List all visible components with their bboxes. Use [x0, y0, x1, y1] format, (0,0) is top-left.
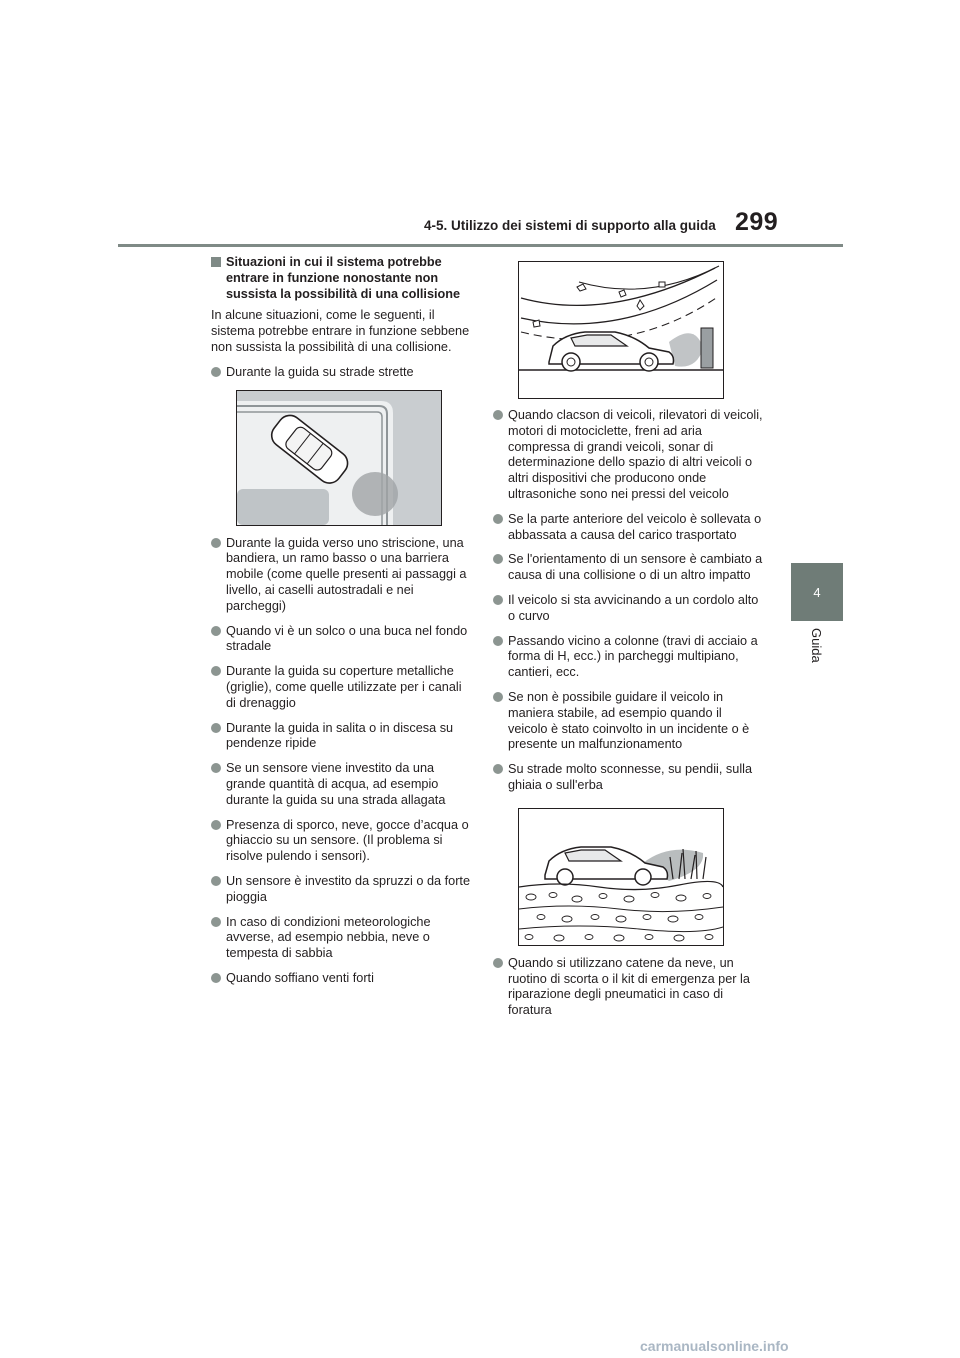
section-heading: Situazioni in cui il sistema potrebbe entrare in funzione nonostante non sussista la possibilità di una collisione — [211, 255, 473, 302]
list-item: Il veicolo si sta avvicinando a un cordolo alto o curvo — [493, 593, 763, 625]
bullet-dot-icon — [211, 820, 221, 830]
bullet-dot-icon — [211, 763, 221, 773]
left-bullet-list — [211, 536, 473, 987]
section-title: 4-5. Utilizzo dei sistemi di supporto alla guida — [424, 218, 716, 233]
chapter-number: 4 — [813, 585, 821, 600]
bullet-dot-icon — [493, 636, 503, 646]
bullet-dot-icon — [211, 876, 221, 886]
list-item: Su strade molto sconnesse, su pendii, sulla ghiaia o sull'erba — [493, 762, 763, 794]
list-item: Passando vicino a colonne (travi di acciaio a forma di H, ecc.) in parcheggi multipiano, cantieri, ecc. — [493, 634, 763, 681]
list-item: Se non è possibile guidare il veicolo in maniera stabile, ad esempio quando il veicolo è stato coinvolto in un incidente o è presente un malfunzionamento — [493, 690, 763, 753]
rough-terrain-drawing — [519, 809, 723, 945]
list-item: Quando clacson di veicoli, rilevatori di veicoli, motori di motociclette, freni ad aria compressa di grandi veicoli, sonar di determinazione dello spazio di altri veicoli o altri dispositivi che producono onde ultrasoniche sono nei pressi del veicolo — [493, 408, 763, 503]
right-bullet-list — [493, 408, 763, 794]
list-item: Se l'orientamento di un sensore è cambiato a causa di una collisione o di un altro impatto — [493, 552, 763, 584]
page-number: 299 — [735, 208, 779, 236]
bullet-dot-icon — [493, 410, 503, 420]
list-item: Durante la guida in salita o in discesa su pendenze ripide — [211, 721, 473, 753]
list-item: Se un sensore viene investito da una grande quantità di acqua, ad esempio durante la guida su una strada allagata — [211, 761, 473, 808]
chapter-tab[interactable] — [791, 563, 843, 621]
bullet-dot-icon — [211, 367, 221, 377]
bullet-dot-icon — [493, 764, 503, 774]
list-item: Quando si utilizzano catene da neve, un ruotino di scorta o il kit di emergenza per la riparazione degli pneumatici in caso di foratura — [493, 956, 763, 1019]
strong-wind-illustration — [518, 261, 724, 399]
bullet-dot-icon — [493, 554, 503, 564]
narrow-road-illustration — [236, 390, 442, 526]
bullet-dot-icon — [211, 538, 221, 548]
bullet-dot-icon — [493, 958, 503, 968]
bullet-dot-icon — [493, 692, 503, 702]
list-item: Presenza di sporco, neve, gocce d’acqua o ghiaccio su un sensore. (Il problema si risolve pulendo i sensori). — [211, 818, 473, 865]
left-column — [211, 255, 473, 996]
narrow-road-drawing — [237, 391, 441, 525]
strong-wind-drawing — [519, 262, 723, 398]
bullet-dot-icon — [493, 514, 503, 524]
chapter-label: Guida — [809, 628, 824, 663]
square-bullet-icon — [211, 257, 221, 267]
header-divider — [118, 244, 843, 247]
rough-terrain-illustration — [518, 808, 724, 946]
list-item: Se la parte anteriore del veicolo è sollevata o abbassata a causa del carico trasportato — [493, 512, 763, 544]
list-item: In caso di condizioni meteorologiche avverse, ad esempio nebbia, neve o tempesta di sabbia — [211, 915, 473, 962]
list-item: Durante la guida su strade strette — [211, 365, 473, 381]
bullet-dot-icon — [493, 595, 503, 605]
right-column — [493, 261, 763, 1028]
bullet-dot-icon — [211, 626, 221, 636]
list-item: Durante la guida su coperture metalliche (griglie), come quelle utilizzate per i canali di drenaggio — [211, 664, 473, 711]
bullet-dot-icon — [211, 917, 221, 927]
footer-watermark: carmanualsonline.info — [640, 1338, 789, 1354]
list-item: Quando vi è un solco o una buca nel fondo stradale — [211, 624, 473, 656]
intro-paragraph: In alcune situazioni, come le seguenti, il sistema potrebbe entrare in funzione sebbene non sussista la possibilità di una collisione. — [211, 308, 470, 354]
bullet-dot-icon — [211, 973, 221, 983]
list-item: Durante la guida verso uno striscione, una bandiera, un ramo basso o una barriera mobile (come quelle presenti ai passaggi a livello, ai caselli autostradali e nei parcheggi) — [211, 536, 473, 615]
bullet-dot-icon — [211, 723, 221, 733]
bullet-dot-icon — [211, 666, 221, 676]
list-item: Quando soffiano venti forti — [211, 971, 473, 987]
list-item: Un sensore è investito da spruzzi o da forte pioggia — [211, 874, 473, 906]
